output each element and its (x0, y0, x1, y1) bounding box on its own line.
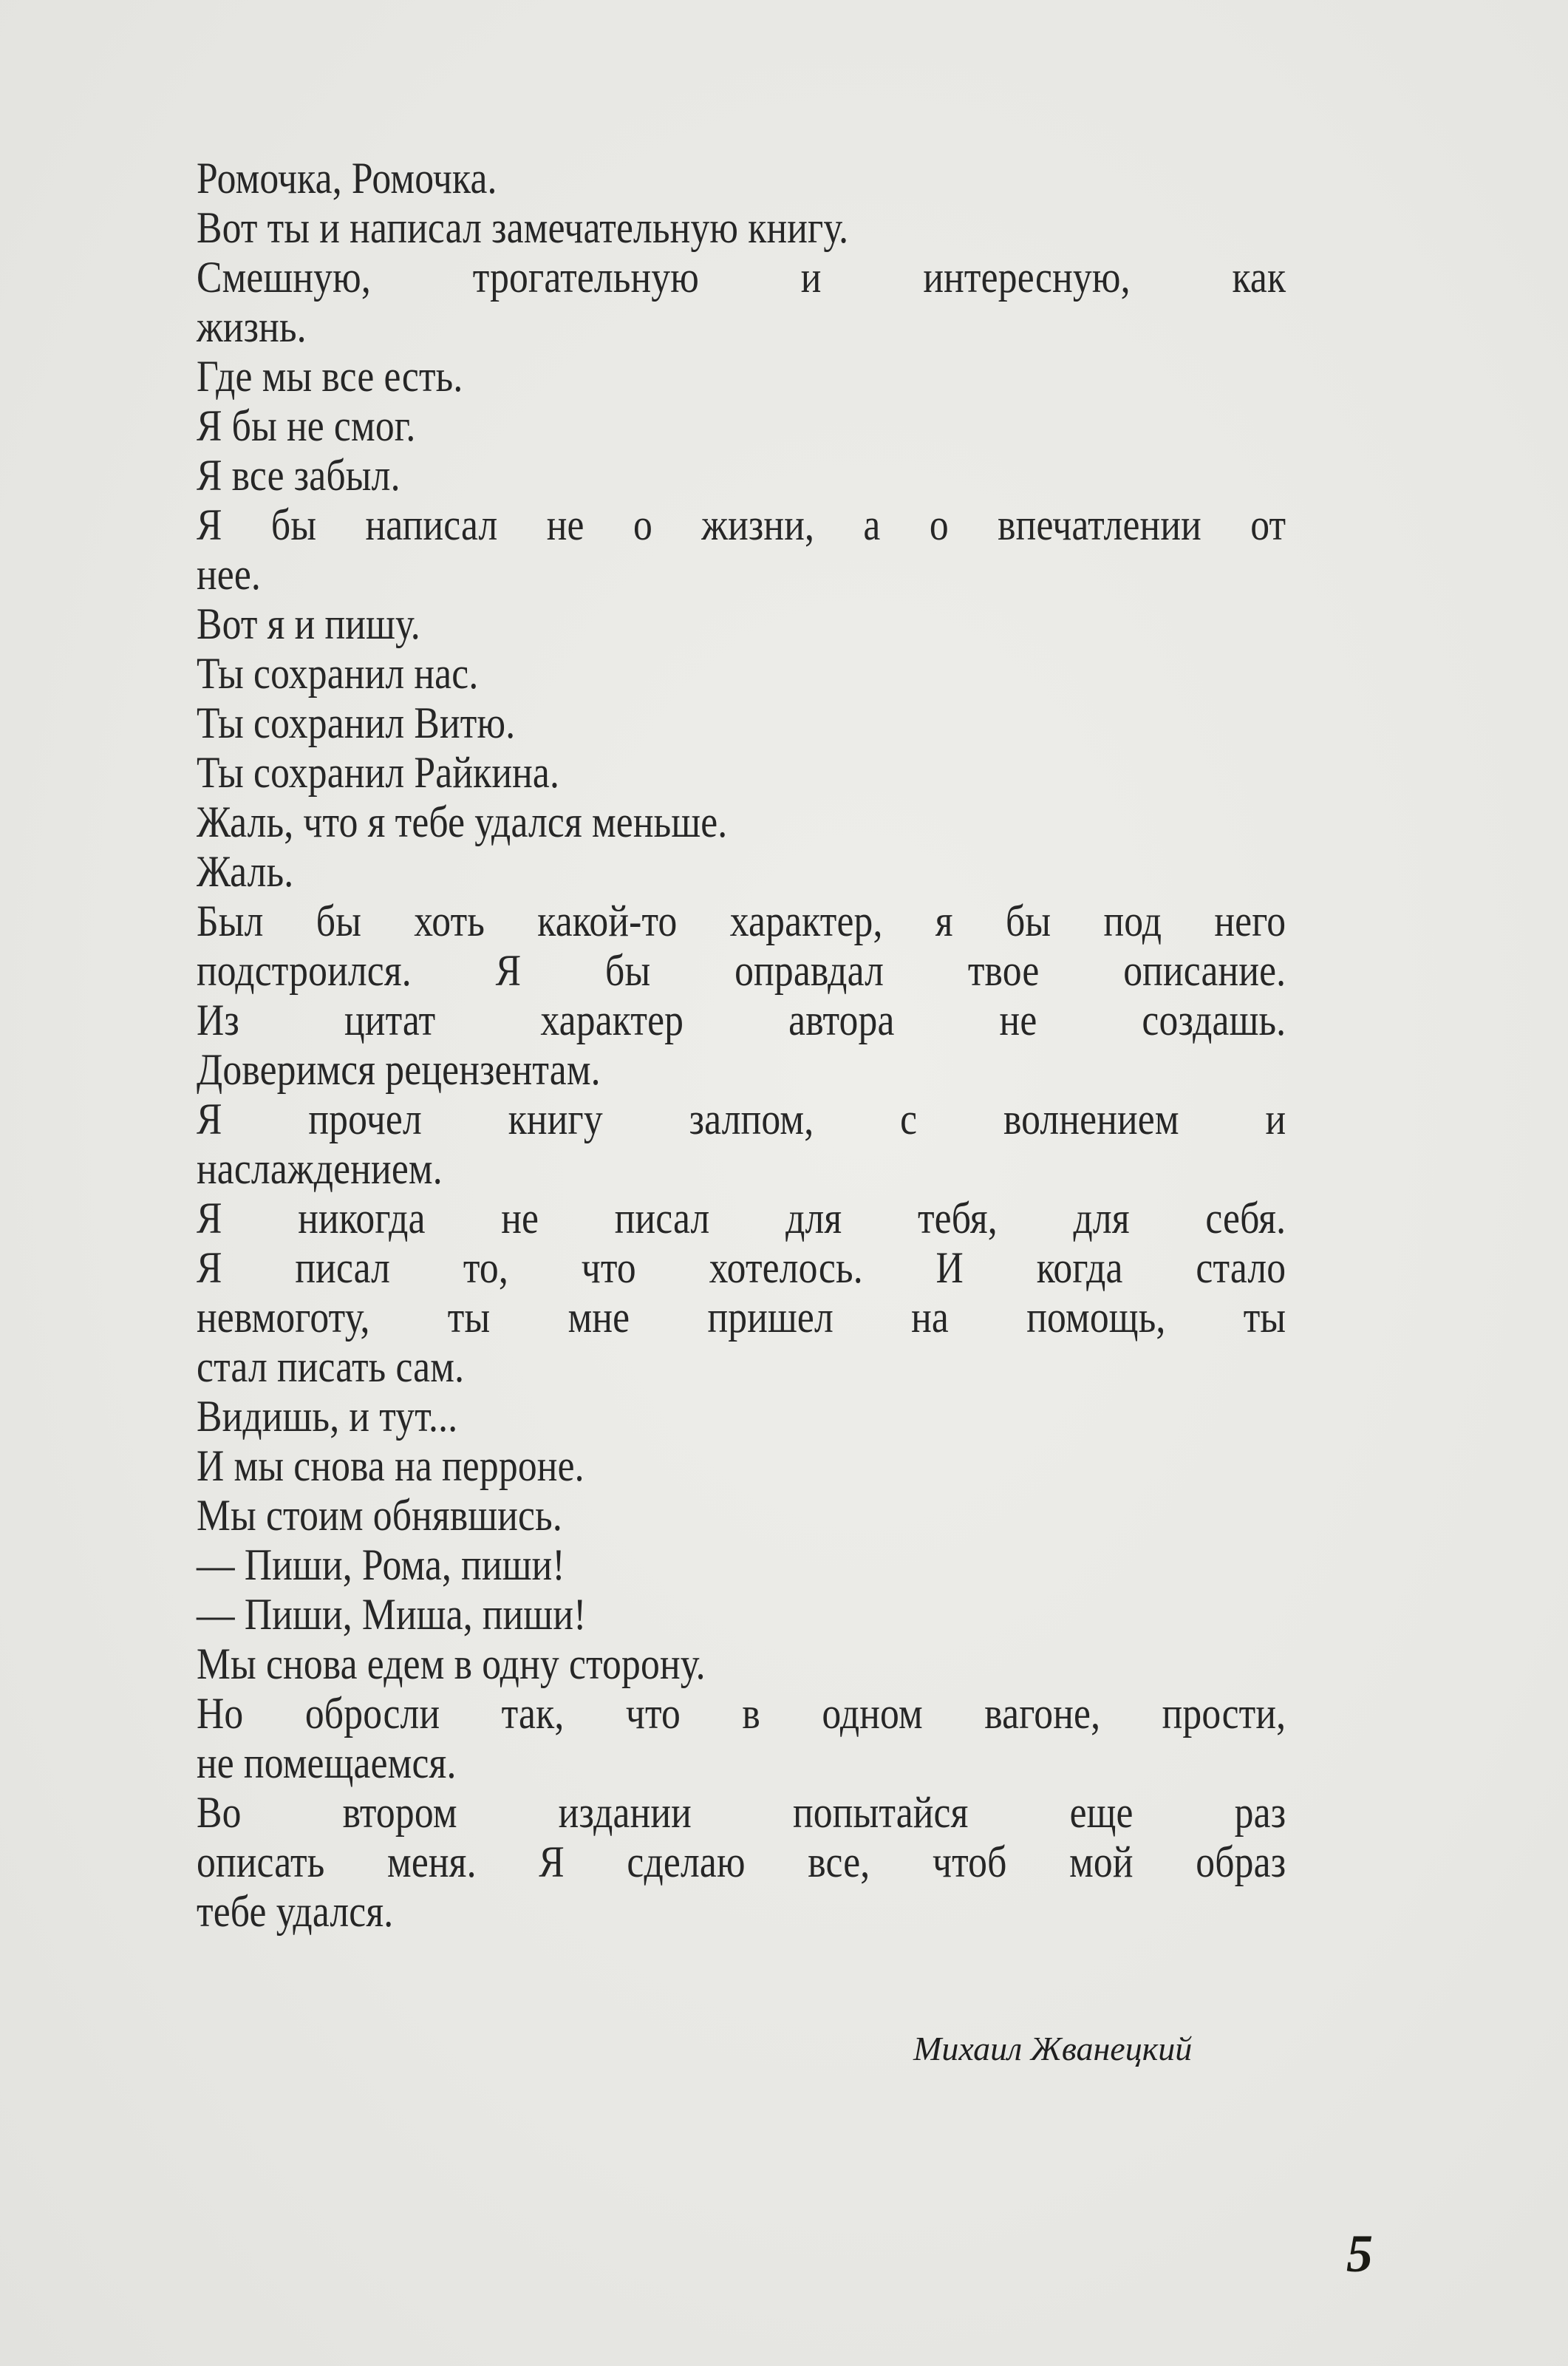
text-line: — Пиши, Рома, пиши! (197, 1540, 565, 1589)
letter-text (197, 154, 1286, 1937)
author-signature: Михаил Жванецкий (913, 2030, 1193, 2067)
text-line: Ты сохранил нас. (197, 649, 479, 698)
text-line: Смешную, трогательную и интересную, как (197, 253, 1286, 302)
text-line: — Пиши, Миша, пиши! (197, 1590, 587, 1639)
text-line: подстроился. Я бы оправдал твое описание. (197, 946, 1286, 995)
text-line: Из цитат характер автора не создашь. (197, 996, 1286, 1044)
text-line: Я прочел книгу залпом, с волнением и (197, 1095, 1286, 1143)
text-line: Мы снова едем в одну сторону. (197, 1639, 706, 1688)
text-line: Я бы не смог. (197, 401, 416, 450)
page-number: 5 (1346, 2224, 1373, 2283)
text-line: Был бы хоть какой-то характер, я бы под него (197, 897, 1286, 945)
text-line: нее. (197, 550, 262, 599)
text-line: Ты сохранил Райкина. (197, 748, 560, 797)
text-line: Вот я и пишу. (197, 599, 420, 648)
text-line: не помещаемся. (197, 1738, 457, 1787)
text-line: Доверимся рецензентам. (197, 1045, 601, 1094)
text-line: Жаль, что я тебе удался меньше. (197, 798, 728, 846)
text-line: Я писал то, что хотелось. И когда стало (197, 1243, 1286, 1292)
text-line: стал писать сам. (197, 1342, 465, 1391)
text-line: Я бы написал не о жизни, а о впечатлении от (197, 500, 1286, 549)
text-line: И мы снова на перроне. (197, 1441, 584, 1490)
text-line: Видишь, и тут... (197, 1392, 458, 1441)
text-line: Во втором издании попытайся еще раз (197, 1788, 1286, 1837)
text-line: Ты сохранил Витю. (197, 698, 516, 747)
text-line: описать меня. Я сделаю все, чтоб мой образ (197, 1838, 1286, 1886)
text-line: Я никогда не писал для тебя, для себя. (197, 1194, 1286, 1243)
text-line: невмоготу, ты мне пришел на помощь, ты (197, 1293, 1286, 1342)
text-line: Мы стоим обнявшись. (197, 1491, 562, 1540)
text-line: Но обросли так, что в одном вагоне, прости, (197, 1689, 1286, 1738)
text-line: Ромочка, Ромочка. (197, 154, 497, 203)
text-line: наслаждением. (197, 1144, 443, 1193)
text-line: Жаль. (197, 847, 294, 896)
text-line: Где мы все есть. (197, 352, 463, 401)
text-line: Я все забыл. (197, 451, 400, 500)
text-line: тебе удался. (197, 1887, 394, 1936)
text-line: Вот ты и написал замечательную книгу. (197, 203, 849, 252)
text-line: жизнь. (197, 302, 307, 351)
